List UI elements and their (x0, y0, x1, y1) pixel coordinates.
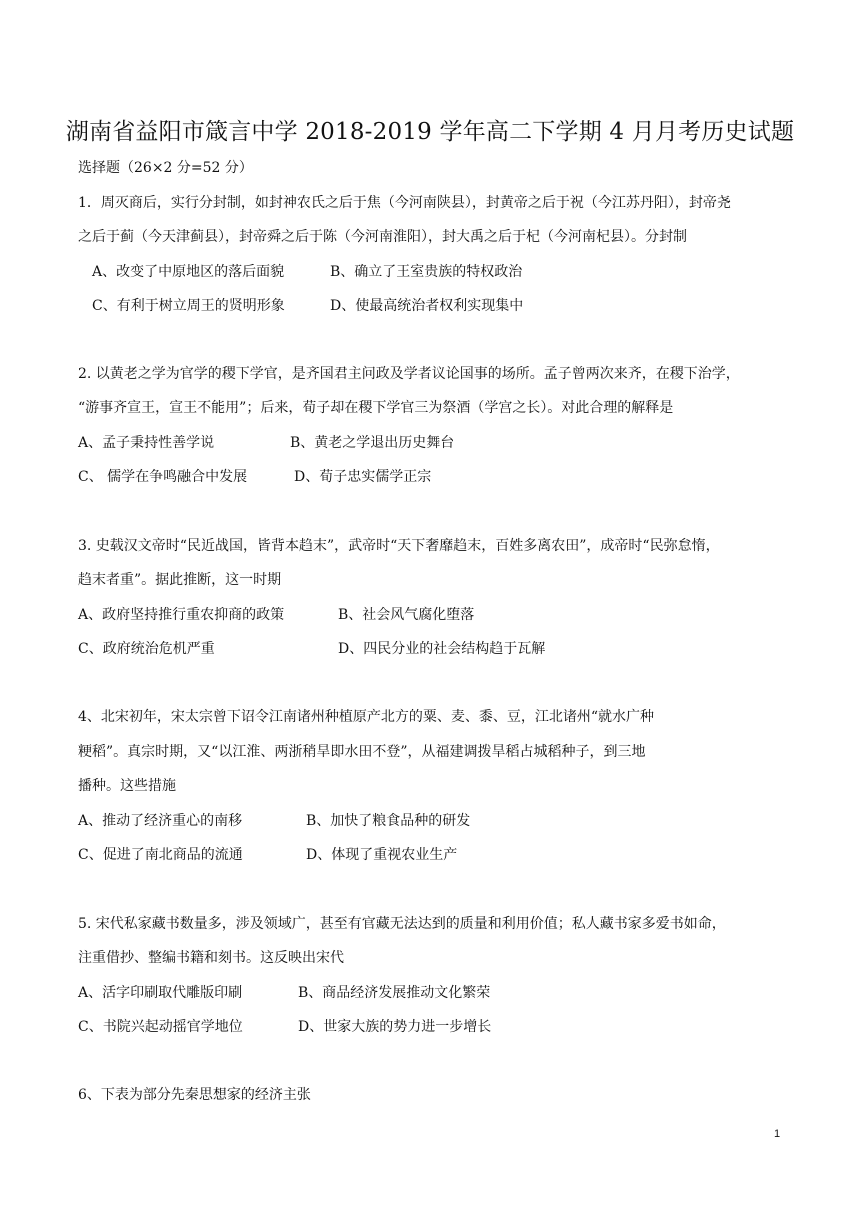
question-3-line-1: 3. 史载汉文帝时“民近战国，皆背本趋末”，武帝时“天下奢靡趋末，百姓多离农田”，成帝时“民弥怠惰， (78, 538, 720, 554)
question-5-option-d: D、世家大族的势力进一步增长 (298, 1019, 492, 1035)
question-3-option-d: D、四民分业的社会结构趋于瓦解 (338, 641, 546, 657)
question-5-line-2: 注重借抄、整编书籍和刻书。这反映出宋代 (78, 950, 344, 966)
page-title: 湖南省益阳市箴言中学 2018-2019 学年高二下学期 4 月月考历史试题 (65, 119, 795, 145)
question-5-option-c: C、书院兴起动摇官学地位 (78, 1019, 243, 1035)
question-3-option-b: B、社会风气腐化堕落 (338, 607, 475, 623)
question-2-option-d: D、荀子忠实儒学正宗 (294, 469, 432, 485)
question-4-option-c: C、促进了南北商品的流通 (78, 847, 243, 863)
question-1-option-c: C、有利于树立周王的贤明形象 (92, 298, 285, 314)
question-1-option-d: D、使最高统治者权利实现集中 (330, 298, 524, 314)
question-4-line-1: 4、北宋初年，宋太宗曾下诏令江南诸州种植原产北方的粟、麦、黍、豆，江北诸州“就水广种 (78, 709, 655, 725)
question-4-option-d: D、体现了重视农业生产 (306, 847, 458, 863)
question-3-line-2: 趋末者重”。据此推断，这一时期 (78, 572, 282, 588)
question-4-line-3: 播种。这些措施 (78, 778, 176, 794)
question-2-option-b: B、黄老之学退出历史舞台 (290, 435, 455, 451)
page-number: 1 (774, 1128, 781, 1140)
question-1-line-1: 1．周灭商后，实行分封制，如封神农氏之后于焦（今河南陕县），封黄帝之后于祝（今江苏丹阳），封帝尧 (78, 195, 731, 211)
question-4-option-b: B、加快了粮食品种的研发 (306, 813, 471, 829)
question-5-line-1: 5. 宋代私家藏书数量多，涉及领域广，甚至有官藏无法达到的质量和利用价值；私人藏书家多爱书如命， (78, 916, 726, 932)
question-1-option-a: A、改变了中原地区的落后面貌 (92, 264, 285, 280)
question-4-option-a: A、推动了经济重心的南移 (78, 813, 243, 829)
question-3-option-a: A、政府坚持推行重农抑商的政策 (78, 607, 285, 623)
question-6-line-1: 6、下表为部分先秦思想家的经济主张 (78, 1087, 311, 1103)
question-1-line-2: 之后于蓟（今天津蓟县），封帝舜之后于陈（今河南淮阳），封大禹之后于杞（今河南杞县）。分封制 (78, 229, 687, 245)
question-5-option-a: A、活字印刷取代雕版印刷 (78, 985, 243, 1001)
question-5-option-b: B、商品经济发展推动文化繁荣 (298, 985, 491, 1001)
question-1-option-b: B、确立了王室贵族的特权政治 (330, 264, 523, 280)
question-2-line-1: 2. 以黄老之学为官学的稷下学官，是齐国君主问政及学者议论国事的场所。孟子曾两次来齐，在稷下治学， (78, 366, 740, 382)
section-heading: 选择题（26×2 分=52 分） (78, 160, 253, 176)
question-3-option-c: C、政府统治危机严重 (78, 641, 215, 657)
question-2-line-2: “游事齐宣王，宣王不能用”；后来，荀子却在稷下学官三为祭酒（学宫之长）。对此合理的解释是 (78, 400, 674, 416)
question-4-line-2: 粳稻”。真宗时期，又“以江淮、两浙稍旱即水田不登”，从福建调拨旱稻占城稻种子，到三地 (78, 744, 646, 760)
question-2-option-a: A、孟子秉持性善学说 (78, 435, 215, 451)
question-2-option-c: C、 儒学在争鸣融合中发展 (78, 469, 248, 485)
